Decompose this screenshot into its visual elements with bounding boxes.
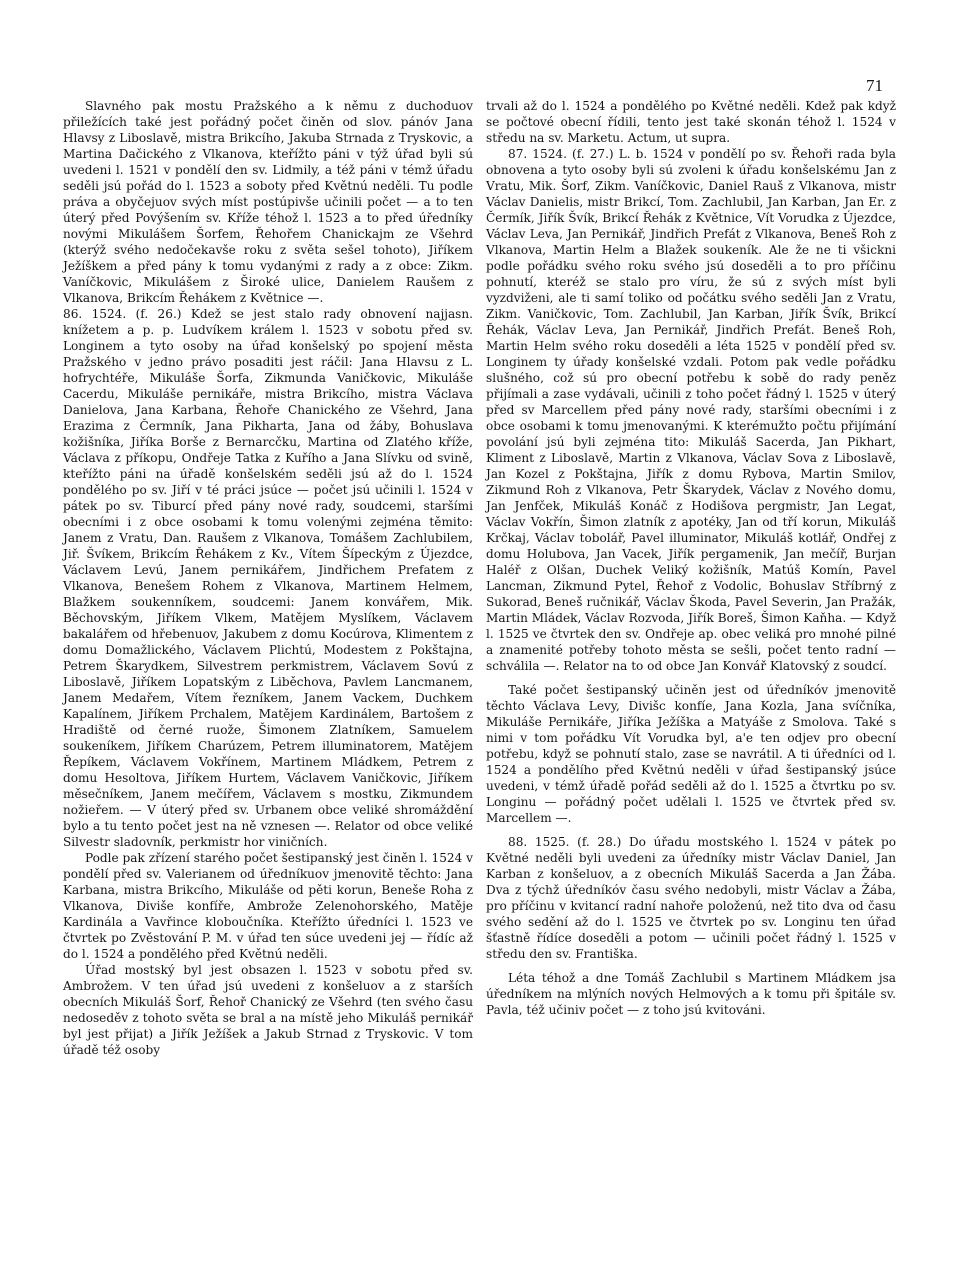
paragraph-continuation: trvali až do l. 1524 a pondělého po Květné neděli. Kdež pak když se počtové obecní řídili, tento jest také skonán téhož l. 1524 v středu na sv. Marketu. Actum, ut supra. — [486, 99, 896, 145]
paragraph-sestipansky-1524: Podle pak zřízení starého počet šestipanský jest činěn l. 1524 v pondělí před sv. Valerianem od úředníkuov jmenovitě těchto: Jana Karbana, mistra Brikcího, Mikuláše od pěti korun, Beneše Roha z Vlkanova, Diviše konfíře, Ambrože Zelenohorského, Matěje Kardinála a Vavřince kloboučníka. Kteřížto úředníci l. 1523 ve čtvrtek po Zvěstování P. M. v úřad ten súce uvedeni jej — řídíc až do l. 1524 a pondělého před Květnú neděli. — [63, 851, 473, 961]
paragraph-zachlubil: Léta téhož a dne Tomáš Zachlubil s Martinem Mládkem jsa úředníkem na mlýních nových Helmových a k tomu při špitále sv. Pavla, též učiniv počet — z toho jsú kvitováni. — [486, 971, 896, 1017]
right-column — [486, 98, 896, 1018]
paragraph-entry-86: 86. 1524. (f. 26.) Kdež se jest stalo rady obnovení najjasn. knížetem a p. p. Ludvíkem králem l. 1523 v sobotu před sv. Longinem a tyto osoby na úřad konšelský po spojení města Pražského v jedno právo posaditi jest ráčil: Jana Hlavsu z L. hofrychtéře, Mikuláše Šorfa, Zikmunda Vaničkovic, Mikuláše Cacerdu, Mikuláše pernikáře, mistra Brikcího, mistra Václava Danielova, Jana Karbana, Řehoře Chanického ze Všehrd, Jana Erazima z Čermník, Jana Pikharta, Jana od žáby, Bohuslava kožišníka, Jiříka Borše z Bernarcčku, Martina od Zlatého kříže, Václava z příkopu, Ondřeje Tatka z Kuřího a Jana Slívku od svině, kteřížto páni na úřadě konšelském seděli jsú až do l. 1524 pondělého po sv. Jiří v té práci jsúce — počet jsú učinili l. 1524 v pátek po sv. Tiburcí před pány nové rady, soudcemi, staršími obecními i z obce osobami k tomu volenými zejména těmito: Janem z Vratu, Dan. Raušem z Vlkanova, Tomášem Zachlubilem, Jiř. Švíkem, Brikcím Řehákem z Kv., Vítem Šípeckým z Újezdce, Václavem Levú, Janem pernikářem, Jindřichem Prefatem z Vlkanova, Benešem Rohem z Vlkanova, Martinem Helmem, Blažkem soukenníkem, soudcemi: Janem konvářem, Mik. Běchovským, Jiříkem Vlkem, Matějem Myslíkem, Václavem bakalářem od hřebenuov, Jakubem z domu Kocúrova, Klimentem z domu Domažlického, Václavem Plichtú, Modestem z Pokštajna, Petrem Škarydkem, Silvestrem perkmistrem, Václavem Sovú z Liboslavě, Jiříkem Lopatským z Liběchova, Pavlem Lancmanem, Janem Medařem, Vítem řezníkem, Janem Vackem, Duchkem Kapalínem, Jiříkem Prchalem, Matějem Kardinálem, Bartošem z Hradiště od černé ruože, Šimonem Zlatníkem, Samuelem soukeníkem, Jiříkem Charúzem, Petrem illuminatorem, Matějem Řepíkem, Václavem Vokřínem, Martinem Mládkem, Petrem z domu Hesoltova, Jiříkem Hurtem, Václavem Vaničkovic, Jiříkem měsečníkem, Janem mečířem, Václavem s mostku, Zikmundem nožieřem. — V úterý před sv. Urbanem obce veliké shromáždění bylo a tu tento počet jest na ně vznesen —. Relator od obce veliké Silvestr sladovník, perkmistr hor viničních. — [63, 307, 473, 849]
paragraph-entry-87: 87. 1524. (f. 27.) L. b. 1524 v pondělí po sv. Řehoři rada byla obnovena a tyto osoby byli sú zvoleni k úřadu konšelskému Jan z Vratu, Mik. Šorf, Zikm. Vaníčkovic, Daniel Rauš z Vlkanova, mistr Václav Danielis, mistr Brikcí, Tom. Zachlubil, Jan Karban, Jan Er. z Čermík, Jiřík Švík, Brikcí Řehák z Květnice, Vít Vorudka z Újezdce, Václav Leva, Jan Pernikář, Jindřich Prefát z Vlkanova, Beneš Roh z Vlkanova, Martin Helm a Blažek soukeník. Ale že ne ti všickni podle pořádku svého roku svého jsú doseděli a to pro příčinu pohnutí, kteréž se stalo pro víru, že sú z svých míst byli vyzdviženi, ale ti samí toliko od počátku svého seděli Jan z Vratu, Zikm. Vaničkovic, Tom. Zachlubil, Jan Karban, Jiřík Švík, Brikcí Řehák, Václav Leva, Jan Pernikář, Jindřich Prefát. Beneš Roh, Martin Helm svého roku doseděli a léta 1525 v pondělí před sv. Longinem ty úřady konšelské vzdali. Potom pak vedle pořádku slušného, což sú pro obecní potřebu k sobě do rady peněz přijímali a zase vydávali, učinili z toho počet řádný l. 1525 v úterý před sv Marcellem před pány nové rady, staršími obecními i z obce osobami k tomu jmenovanými. K kterémužto počtu přijímání povolání jsú byli zejména tito: Mikuláš Sacerda, Jan Pikhart, Kliment z Liboslavě, Martin z Vlkanova, Václav Sova z Liboslavě, Jan Kozel z Pokštajna, Jiřík z domu Rybova, Martin Smilov, Zikmund Roh z Vlkanova, Petr Škarydek, Václav z Nového domu, Jan Jenfček, Mikuláš Konáč z Hodišova pergmistr, Jan Legat, Václav Vokřín, Šimon zlatník z apotéky, Jan od tří korun, Mikuláš Krčkaj, Václav tobolář, Pavel illuminator, Mikuláš kotlář, Ondřej z domu Holubova, Jan Vacek, Jiřík pergamenik, Jan mečíř, Burjan Haléř z Olšan, Duchek Veliký kožišník, Matúš Komín, Pavel Lancman, Zikmund Pytel, Řehoř z Vodolic, Bohuslav Stříbrný z Sukorad, Beneš ručnikář, Václav Škoda, Pavel Severin, Jan Pražák, Martin Mládek, Václav Rozvoda, Jiřík Boreš, Šimon Kaňha. — Když l. 1525 ve čtvrtek den sv. Ondřeje ap. obec veliká pro mnohé pilné a znamenité potřeby tohoto města se sešli, počet tento radní — schválila —. Relator na to od obce Jan Konvář Klatovský z soudcí. — [486, 147, 896, 673]
paragraph-sestipansky-1525: Také počet šestipanský učiněn jest od úředníkóv jmenovitě těchto Václava Levy, Divišc konfíe, Jana Kozla, Jana svíčníka, Mikuláše Pernikáře, Jiříka Ježíška a Matyáše z Smolova. Také s nimi v tom pořádku Vít Vorudka byl, a'e ten odjev pro obecní potřebu, když se pohnutí stalo, zase se navrátil. A ti úředníci od l. 1524 a pondělího před Květnú neděli v úřad šestipanský jsúce uvedeni, v témž úřadě pořád seděli až do l. 1525 a čtvrtku po sv. Longinu — pořádný počet udělali l. 1525 ve čtvrtek před sv. Marcellem —. — [486, 683, 896, 825]
left-column — [63, 98, 473, 1058]
page-number: 71 — [866, 76, 883, 95]
paragraph-urad-mostsky-1523: Úřad mostský byl jest obsazen l. 1523 v sobotu před sv. Ambrožem. V ten úřad jsú uvedeni z konšeluov a z starších obecních Mikuláš Šorf, Řehoř Chanický ze Všehrd (ten svého času nedoseděv z tohoto světa se bral a na místě jeho Mikuláš pernikář byl jest přijat) a Jiřík Ježíšek a Jakub Strnad z Tryskovic. V tom úřadě též osoby — [63, 963, 473, 1057]
paragraph-bridge-accounts: Slavného pak mostu Pražského a k němu z duchoduov přiležících také jest pořádný počet činěn od slov. pánóv Jana Hlavsy z Liboslavě, mistra Brikcího, Jakuba Strnada z Tryskovic, a Martina Dačického z Vlkanova, kteřížto páni v týž úřad byli sú uvedeni l. 1521 v pondělí den sv. Lidmily, a též páni v témž úřadu seděli jsú pořád do l. 1523 a soboty před Květnú neděli. Tu podle práva a obyčejuov svých míst postúpivše učinili počet — a to ten úterý před Povýšením sv. Kříže téhož l. 1523 a to před úředníky novými Mikulášem Šorfem, Řehořem Chanickajm ze Všehrd (kterýž svého nedočekavše roku z světa sešel tohoto), Jiříkem Ježíškem a před pány k tomu vydanými z rady a z obce: Zikm. Vaníčkovic, Mikulášem z Široké ulice, Danielem Raušem z Vlkanova, Brikcím Řehákem z Květnice —. — [63, 99, 473, 305]
paragraph-entry-88: 88. 1525. (f. 28.) Do úřadu mostského l. 1524 v pátek po Květné neděli byli uvedeni za úředníky mistr Václav Daniel, Jan Karban z konšeluov, a z obecních Mikuláš Sacerda a Jan Žába. Dva z týchž úředníkóv času svého nedobyli, mistr Václav a Žába, pro příčinu v kvitancí radní nahoře položenú, než tito dva od času svého sedění až do l. 1525 ve čtvrtek po sv. Longinu ten úřad šťastně řídíce doseděli a potom — učinili počet řádný l. 1525 v středu den sv. Františka. — [486, 835, 896, 961]
